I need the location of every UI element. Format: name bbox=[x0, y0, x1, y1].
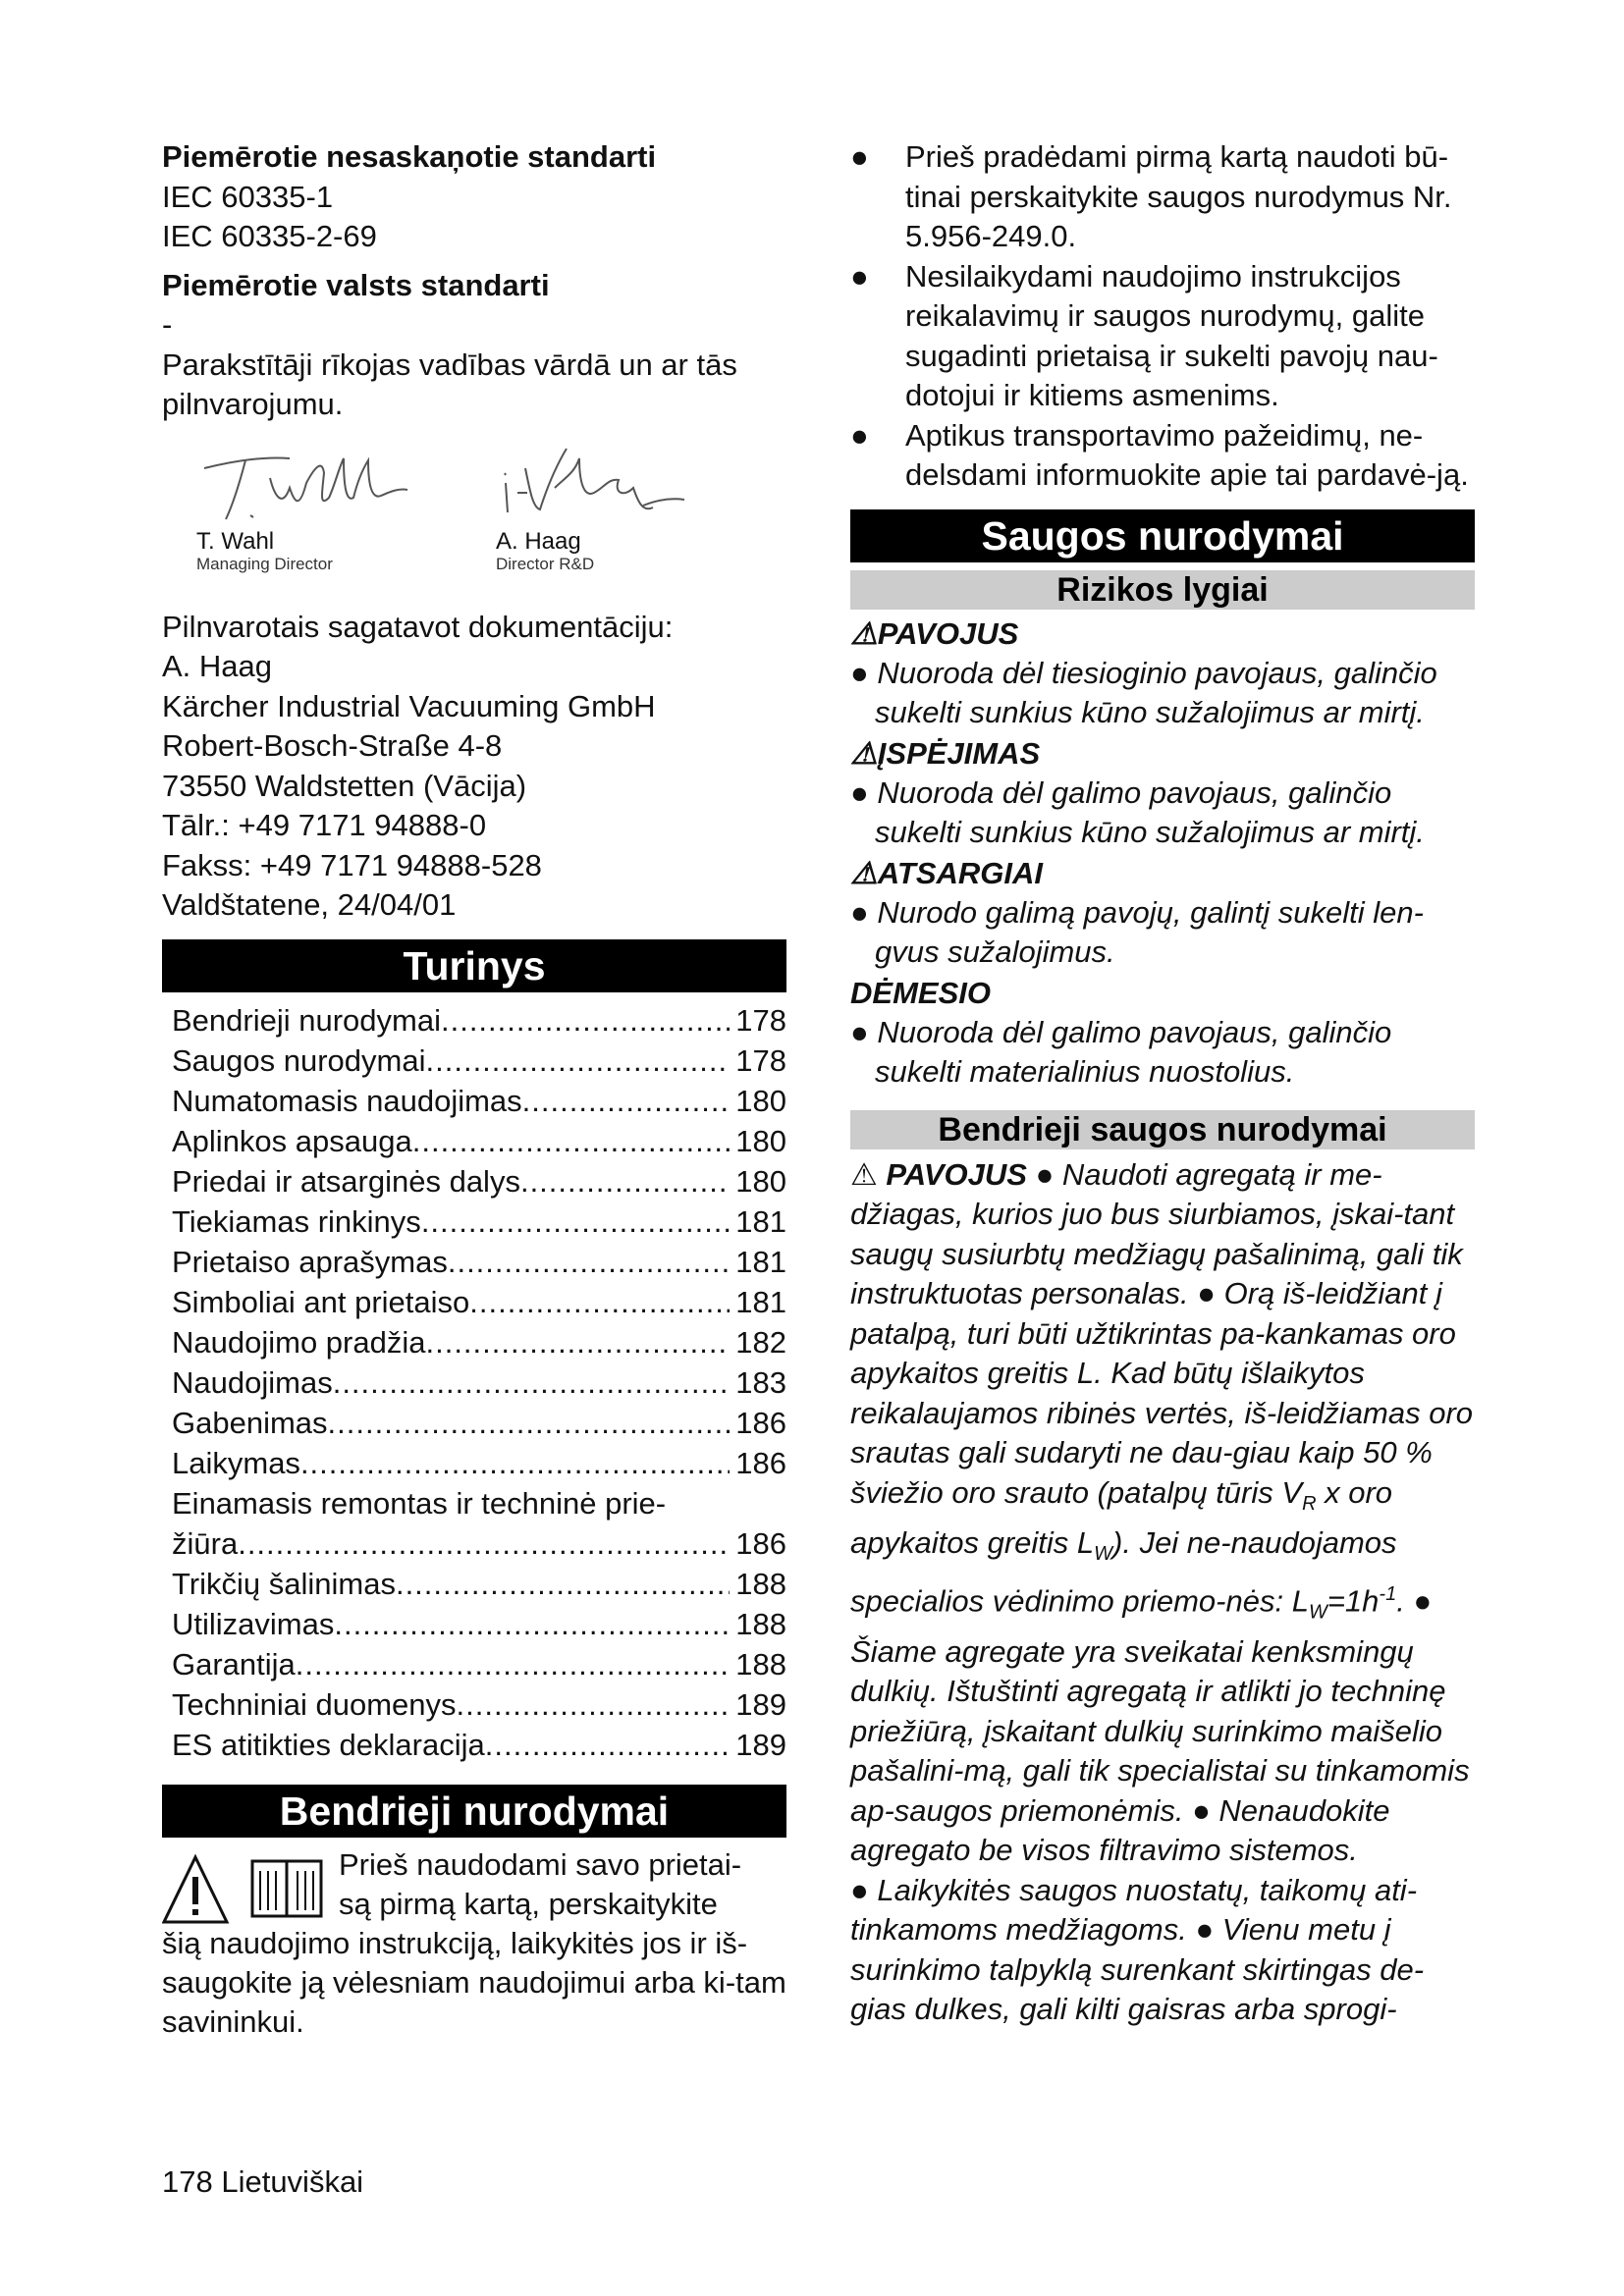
gs-p10: Vienu metu į surinkimo talpyklą surenkant skirtingas de-gias dulkes, gali kilti gaisras arba sprogi- bbox=[850, 1912, 1425, 2027]
doc-line-7: Fakss: +49 7171 94888-528 bbox=[162, 847, 542, 882]
gs-p3: x oro apykaitos greitis L bbox=[850, 1474, 1393, 1561]
gs-sup: -1 bbox=[1379, 1582, 1397, 1605]
level-name: ĮSPĖJIMAS bbox=[877, 735, 1041, 771]
toc-row[interactable] bbox=[172, 1403, 786, 1443]
page-footer: 178 Lietuviškai bbox=[162, 2164, 364, 2199]
toc-page: 181 bbox=[735, 1284, 786, 1319]
doc-line-4: Robert-Bosch-Straße 4-8 bbox=[162, 728, 503, 763]
toc-row[interactable] bbox=[172, 1604, 786, 1644]
gs-p9: Laikykitės saugos nuostatų, taikomų ati-tinkamoms medžiagoms. bbox=[850, 1872, 1418, 1948]
signatures bbox=[162, 439, 786, 596]
doc-line-6: Tālr.: +49 7171 94888-0 bbox=[162, 808, 487, 842]
gs-pavojus: PAVOJUS bbox=[886, 1156, 1027, 1192]
std1-item-1: IEC 60335-1 bbox=[162, 179, 334, 214]
level-name: ATSARGIAI bbox=[877, 855, 1043, 890]
toc-label: Gabenimas bbox=[172, 1405, 328, 1440]
toc-leader bbox=[396, 1564, 730, 1604]
gs-p2: Orą iš-leidžiant į patalpą, turi būti užtikrintas pa-kankamas oro apykaitos greitis L. Kad būtų išlaikytos reikalaujamos ribinės vertės, iš-leidžiamas oro srautas gali sudaryti ne dau-giau kaip 50 % šviežio oro srauto (patalpų tūris V bbox=[850, 1276, 1474, 1510]
warning-triangle-icon bbox=[162, 1853, 329, 1926]
bullet-dot: ● bbox=[850, 774, 878, 810]
std1-heading: Piemērotie nesaskaņotie standarti bbox=[162, 139, 657, 174]
bullet-dot: ● bbox=[850, 655, 878, 690]
gs-p7: Šiame agregate yra sveikatai kenksmingų dulkių. Ištuštinti agregatą ir atlikti jo techninę priežiūrą, įskaitant dulkių surinkimo maišelio pašalini-mą, gali tik specialistai su tinkamomis ap-saugos priemonėmis. bbox=[850, 1633, 1470, 1828]
doc-line-5: 73550 Waldstetten (Vācija) bbox=[162, 768, 527, 803]
toc-leader bbox=[457, 1684, 731, 1725]
toc-page: 180 bbox=[735, 1083, 786, 1118]
level-desc-text: Nuoroda dėl galimo pavojaus, galinčio sukelti materialinius nuostolius. bbox=[875, 1014, 1392, 1089]
toc-title: Turinys bbox=[162, 939, 786, 992]
toc-row[interactable] bbox=[172, 1523, 786, 1564]
level-desc-text: Nurodo galimą pavojų, galintį sukelti len-gvus sužalojimus. bbox=[875, 894, 1424, 969]
risk-title: Rizikos lygiai bbox=[850, 570, 1475, 610]
bullet-dot: ● bbox=[850, 1872, 878, 1907]
toc-page: 188 bbox=[735, 1606, 786, 1641]
signature-haag-handwriting bbox=[496, 439, 692, 527]
toc-page: 178 bbox=[735, 1002, 786, 1038]
toc-row[interactable] bbox=[172, 1081, 786, 1121]
toc-leader bbox=[328, 1403, 731, 1443]
toc-label: Laikymas bbox=[172, 1445, 300, 1480]
bullet-dot: ● bbox=[850, 1014, 878, 1049]
signer-text: Parakstītāji rīkojas vadības vārdā un ar tās pilnvarojumu. bbox=[162, 347, 737, 421]
gs-sub-w: W bbox=[1094, 1543, 1113, 1566]
bullet-dot: ● bbox=[1183, 1792, 1219, 1828]
warning-triangle-icon: ⚠ bbox=[850, 615, 878, 651]
level-desc bbox=[850, 774, 1475, 853]
signature-title-haag: Director R&D bbox=[496, 554, 595, 573]
intro-icons bbox=[162, 1853, 329, 1936]
toc-leader bbox=[485, 1725, 731, 1765]
gs-sub-w2: W bbox=[1308, 1601, 1327, 1624]
safety-title: Saugos nurodymai bbox=[850, 509, 1475, 562]
toc-page: 186 bbox=[735, 1445, 786, 1480]
doc-line-3: Kärcher Industrial Vacuuming GmbH bbox=[162, 688, 656, 723]
general-safety-title: Bendrieji saugos nurodymai bbox=[850, 1110, 1475, 1149]
level-warning bbox=[850, 733, 1475, 774]
level-desc-text: Nuoroda dėl tiesioginio pavojaus, galinčio sukelti sunkius kūno sužalojimus ar mirtį. bbox=[875, 655, 1437, 729]
bullet-dot: ● bbox=[850, 894, 878, 930]
toc-label: Simboliai ant prietaiso bbox=[172, 1284, 470, 1319]
toc-label: Naudojimas bbox=[172, 1364, 333, 1400]
toc-wrap-label: Einamasis remontas ir techninė prie- bbox=[172, 1485, 667, 1521]
std2-heading: Piemērotie valsts standarti bbox=[162, 267, 550, 302]
toc-label: ES atitikties deklaracija bbox=[172, 1727, 485, 1762]
signature-title-wahl: Managing Director bbox=[196, 554, 333, 573]
toc-row[interactable] bbox=[172, 1041, 786, 1081]
general-intro bbox=[162, 1845, 786, 2042]
doc-line-1: Pilnvarotais sagatavot dokumentāciju: bbox=[162, 609, 674, 644]
toc-page: 181 bbox=[735, 1244, 786, 1279]
toc-page: 178 bbox=[735, 1042, 786, 1078]
toc-label: Numatomasis naudojimas bbox=[172, 1083, 522, 1118]
intro-bullet bbox=[850, 257, 1475, 416]
warning-triangle-icon: ⚠ bbox=[850, 855, 878, 890]
std2-dash: - bbox=[162, 307, 173, 342]
bullet-dot: ● bbox=[1404, 1583, 1433, 1619]
risk-levels bbox=[850, 614, 1475, 1093]
general-line-2: są pirmą kartą, perskaitykite bbox=[339, 1886, 718, 1921]
level-notice: DĖMESIO bbox=[850, 975, 991, 1010]
bullet-text: Aptikus transportavimo pažeidimų, ne-delsdami informuokite apie tai pardavė-ją. bbox=[905, 417, 1469, 492]
level-danger bbox=[850, 614, 1475, 654]
signature-name-haag: A. Haag bbox=[496, 527, 581, 555]
toc-label: Naudojimo pradžia bbox=[172, 1324, 426, 1360]
toc-leader bbox=[333, 1362, 731, 1403]
toc-row[interactable] bbox=[172, 1322, 786, 1362]
toc-label: Tiekiamas rinkinys bbox=[172, 1203, 421, 1239]
toc-row[interactable] bbox=[172, 1564, 786, 1604]
gs-sub-r: R bbox=[1302, 1492, 1317, 1515]
right-column bbox=[850, 137, 1475, 2030]
toc-page: 182 bbox=[735, 1324, 786, 1360]
toc-row[interactable] bbox=[172, 1000, 786, 1041]
toc-page: 180 bbox=[735, 1123, 786, 1158]
toc-label: Priedai ir atsarginės dalys bbox=[172, 1163, 520, 1199]
gs-p8: Nenaudokite agregato be visos filtravimo sistemos. bbox=[850, 1792, 1390, 1868]
gs-p4: ). Jei ne-naudojamos specialios vėdinimo priemo-nės: L bbox=[850, 1525, 1397, 1619]
doc-line-8: Valdštatene, 24/04/01 bbox=[162, 887, 457, 922]
toc-row[interactable] bbox=[172, 1362, 786, 1403]
gs-p6: . bbox=[1396, 1583, 1405, 1619]
toc-row[interactable] bbox=[172, 1161, 786, 1201]
table-of-contents bbox=[162, 1000, 786, 1765]
toc-leader bbox=[441, 1000, 730, 1041]
toc-page: 188 bbox=[735, 1566, 786, 1601]
toc-leader bbox=[425, 1322, 730, 1362]
gs-p5: =1h bbox=[1326, 1583, 1380, 1619]
toc-leader bbox=[300, 1443, 730, 1483]
toc-leader bbox=[421, 1201, 730, 1242]
level-desc-text: Nuoroda dėl galimo pavojaus, galinčio sukelti sunkius kūno sužalojimus ar mirtį. bbox=[875, 774, 1425, 849]
toc-row[interactable] bbox=[172, 1242, 786, 1282]
level-name: PAVOJUS bbox=[877, 615, 1019, 651]
general-safety-text bbox=[850, 1155, 1475, 1871]
warning-triangle-icon: ⚠ bbox=[850, 735, 878, 771]
toc-leader bbox=[520, 1161, 730, 1201]
bullet-text: Prieš pradėdami pirmą kartą naudoti bū-tinai perskaitykite saugos nurodymus Nr. 5.956-249.0. bbox=[905, 139, 1452, 253]
toc-leader bbox=[469, 1282, 730, 1322]
gs-p1: Naudoti agregatą ir me-džiagas, kurios juo bus siurbiamos, įskai-tant saugų susiurbtų medžiagų pašalinimą, gali tik instruktuotas personalas. bbox=[850, 1156, 1463, 1310]
toc-label: Garantija bbox=[172, 1646, 296, 1682]
bullet-dot: ● bbox=[850, 258, 869, 294]
toc-leader bbox=[412, 1121, 731, 1161]
toc-page: 189 bbox=[735, 1686, 786, 1722]
toc-label: Bendrieji nurodymai bbox=[172, 1002, 441, 1038]
toc-leader bbox=[522, 1081, 731, 1121]
toc-row[interactable] bbox=[172, 1644, 786, 1684]
intro-bullet bbox=[850, 416, 1475, 496]
toc-row[interactable] bbox=[172, 1443, 786, 1483]
toc-page: 186 bbox=[735, 1525, 786, 1561]
general-line-1: Prieš naudodami savo prietai- bbox=[339, 1846, 742, 1882]
toc-page: 180 bbox=[735, 1163, 786, 1199]
toc-row[interactable] bbox=[172, 1121, 786, 1161]
bullet-text: Nesilaikydami naudojimo instrukcijos reikalavimų ir saugos nurodymų, galite sugadinti prietaisą ir sukelti pavojų nau-dotojui ir kitiems asmenims. bbox=[905, 258, 1438, 412]
toc-leader bbox=[448, 1242, 730, 1282]
toc-label: Utilizavimas bbox=[172, 1606, 335, 1641]
toc-page: 183 bbox=[735, 1364, 786, 1400]
manual-book-icon bbox=[252, 1861, 321, 1916]
toc-label: Aplinkos apsauga bbox=[172, 1123, 412, 1158]
bullet-dot: ● bbox=[1186, 1912, 1222, 1948]
level-desc bbox=[850, 654, 1475, 733]
toc-label: Saugos nurodymai bbox=[172, 1042, 426, 1078]
toc-row[interactable] bbox=[172, 1725, 786, 1765]
intro-bullet bbox=[850, 137, 1475, 257]
general-safety-text-2 bbox=[850, 1871, 1475, 2030]
bullet-dot: ● bbox=[1188, 1276, 1224, 1310]
toc-label: Prietaiso aprašymas bbox=[172, 1244, 448, 1279]
bullet-dot: ● bbox=[850, 139, 869, 174]
level-desc bbox=[850, 1013, 1475, 1093]
toc-row[interactable] bbox=[172, 1282, 786, 1322]
toc-leader bbox=[238, 1523, 730, 1564]
warning-triangle-icon: ⚠ bbox=[850, 1156, 887, 1192]
toc-row[interactable] bbox=[172, 1684, 786, 1725]
signature-wahl bbox=[196, 439, 432, 574]
toc-leader bbox=[334, 1604, 730, 1644]
level-desc bbox=[850, 893, 1475, 973]
general-rest: šią naudojimo instrukciją, laikykitės jos ir iš-saugokite ją vėlesniam naudojimui arba ki-tam savininkui. bbox=[162, 1925, 786, 2039]
bullet-dot: ● bbox=[1026, 1156, 1062, 1192]
std1-item-2: IEC 60335-2-69 bbox=[162, 219, 377, 253]
toc-page: 188 bbox=[735, 1646, 786, 1682]
toc-leader bbox=[296, 1644, 730, 1684]
toc-label: Techniniai duomenys bbox=[172, 1686, 457, 1722]
left-column bbox=[162, 137, 786, 2042]
toc-page: 186 bbox=[735, 1405, 786, 1440]
general-title: Bendrieji nurodymai bbox=[162, 1785, 786, 1838]
toc-page: 181 bbox=[735, 1203, 786, 1239]
toc-label: žiūra bbox=[172, 1525, 239, 1561]
toc-page: 189 bbox=[735, 1727, 786, 1762]
toc-row[interactable] bbox=[172, 1201, 786, 1242]
bullet-dot: ● bbox=[850, 417, 869, 453]
toc-label: Trikčių šalinimas bbox=[172, 1566, 396, 1601]
toc-leader bbox=[426, 1041, 731, 1081]
signature-name-wahl: T. Wahl bbox=[196, 527, 275, 555]
signature-haag bbox=[496, 439, 692, 574]
level-caution bbox=[850, 853, 1475, 893]
signature-wahl-handwriting bbox=[196, 439, 432, 527]
doc-line-2: A. Haag bbox=[162, 649, 273, 683]
